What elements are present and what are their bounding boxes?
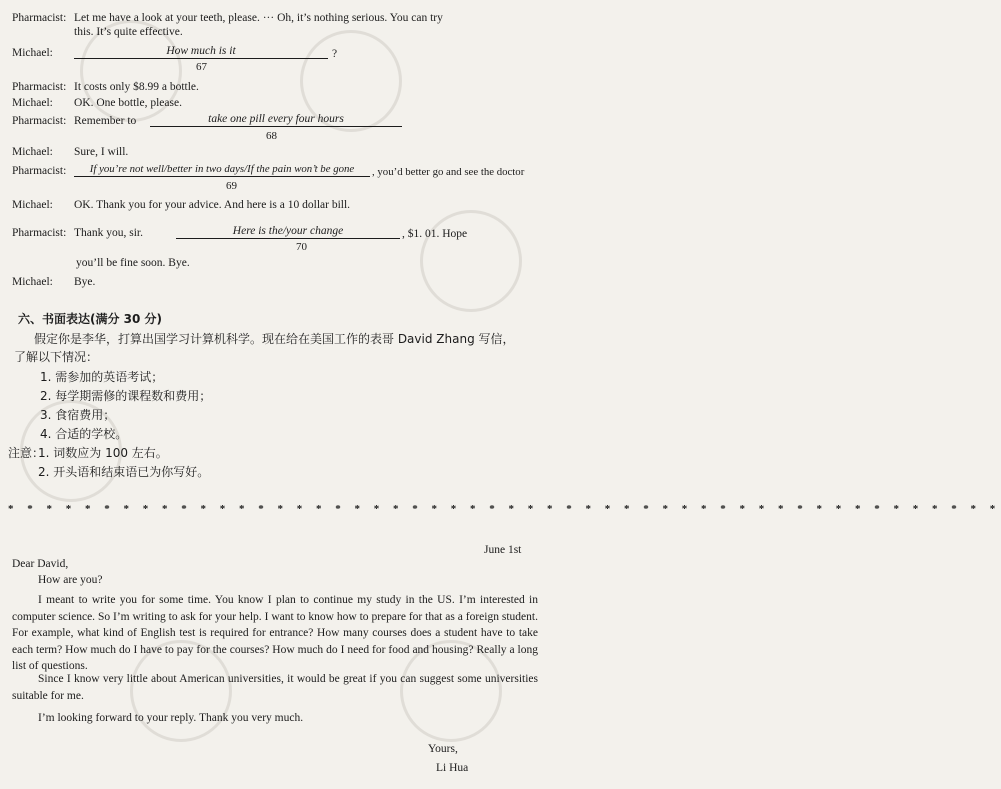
letter-paragraph: I meant to write you for some time. You know I plan to continue my study in the US. I’m interested in computer science. So I’m writing to ask for your help. I want to know how to prepare for that as a foreign student. For example, what kind of English test is required for entrance? How many courses does a student have to take each term? How much do I have to pay for the courses? How much do I need for food and housing? Really a long list of questions. — [12, 594, 538, 672]
answer-68: take one pill every four hours — [150, 112, 402, 127]
speaker-label: Michael: — [12, 276, 53, 288]
prompt-text: 假定你是李华，打算出国学习计算机科学。现在给在美国工作的表哥 David Zhang 写信， — [34, 332, 515, 346]
blank-number-67: 67 — [196, 61, 207, 73]
dialogue-line — [12, 96, 182, 110]
line-text: It costs only $8.99 a bottle. — [74, 81, 199, 93]
note-item: 2. 开头语和结束语已为你写好。 — [38, 465, 210, 479]
letter-salutation: Dear David, — [12, 558, 69, 570]
speaker-label: Michael: — [12, 199, 53, 211]
speaker-label: Michael: — [12, 47, 53, 59]
dialogue-line — [12, 145, 128, 159]
line-text: this. It’s quite effective. — [74, 26, 183, 38]
requirement-item: 2. 每学期需修的课程数和费用； — [40, 389, 212, 403]
line-text: OK. Thank you for your advice. And here is a 10 dollar bill. — [74, 199, 351, 211]
prompt-text: 了解以下情况： — [14, 350, 99, 364]
answer-67: How much is it — [74, 44, 328, 59]
line-text: , you’d better go and see the doctor — [372, 166, 525, 178]
note-item: 1. 词数应为 100 左右。 — [38, 446, 168, 460]
speaker-label: Pharmacist: — [12, 81, 67, 93]
line-text: OK. One bottle, please. — [74, 97, 182, 109]
line-text: Let me have a look at your teeth, please. ··· Oh, it’s nothing serious. You can try — [74, 12, 443, 24]
blank-number-68: 68 — [266, 130, 277, 142]
dialogue-line — [12, 198, 350, 212]
requirement-item: 4. 合适的学校。 — [40, 427, 128, 441]
speaker-label: Michael: — [12, 97, 53, 109]
line-text: , $1. 01. Hope — [402, 228, 468, 240]
answer-70: Here is the/your change — [176, 224, 400, 239]
requirement-item: 1. 需参加的英语考试； — [40, 370, 164, 384]
blank-number-70: 70 — [296, 241, 307, 253]
dialogue-line — [12, 275, 95, 289]
speaker-label: Pharmacist: — [12, 227, 67, 239]
requirement-item: 3. 食宿费用； — [40, 408, 116, 422]
letter-greeting: How are you? — [38, 574, 103, 586]
letter-closing: Yours, — [428, 743, 458, 755]
letter-paragraph: I’m looking forward to your reply. Thank you very much. — [38, 712, 304, 724]
dialogue-line — [12, 11, 443, 25]
speaker-label: Pharmacist: — [12, 12, 67, 24]
line-text: Sure, I will. — [74, 146, 129, 158]
dialogue-line — [12, 164, 74, 178]
dialogue-line — [76, 256, 190, 270]
line-text: Remember to — [74, 115, 137, 127]
star-divider: * * * * * * * * * * * * * * * * * * * * * * * * * * * * * * * * * * * * * * * * * * * * * * * * * * * * — [8, 503, 1001, 515]
note-label: 注意： — [8, 446, 45, 460]
dialogue-line — [12, 46, 74, 60]
dialogue-line — [74, 25, 183, 39]
speaker-label: Pharmacist: — [12, 165, 67, 177]
dialogue-line — [12, 114, 136, 128]
section-title: 六、书面表达(满分 30 分) — [18, 312, 163, 326]
speaker-label: Pharmacist: — [12, 115, 67, 127]
question-mark: ? — [332, 48, 338, 60]
dialogue-line — [12, 80, 199, 94]
dialogue-line — [12, 226, 143, 240]
watermark-seal — [420, 210, 522, 312]
letter-signature: Li Hua — [436, 762, 469, 774]
letter-date: June 1st — [484, 544, 522, 556]
letter-paragraph: Since I know very little about American universities, it would be great if you can suggest some universities suitable for me. — [12, 673, 538, 702]
speaker-label: Michael: — [12, 146, 53, 158]
answer-69: If you’re not well/better in two days/If the pain won’t be gone — [74, 162, 370, 177]
line-text: Thank you, sir. — [74, 227, 143, 239]
line-text: Bye. — [74, 276, 96, 288]
blank-number-69: 69 — [226, 180, 237, 192]
line-text: you’ll be fine soon. Bye. — [76, 257, 190, 269]
